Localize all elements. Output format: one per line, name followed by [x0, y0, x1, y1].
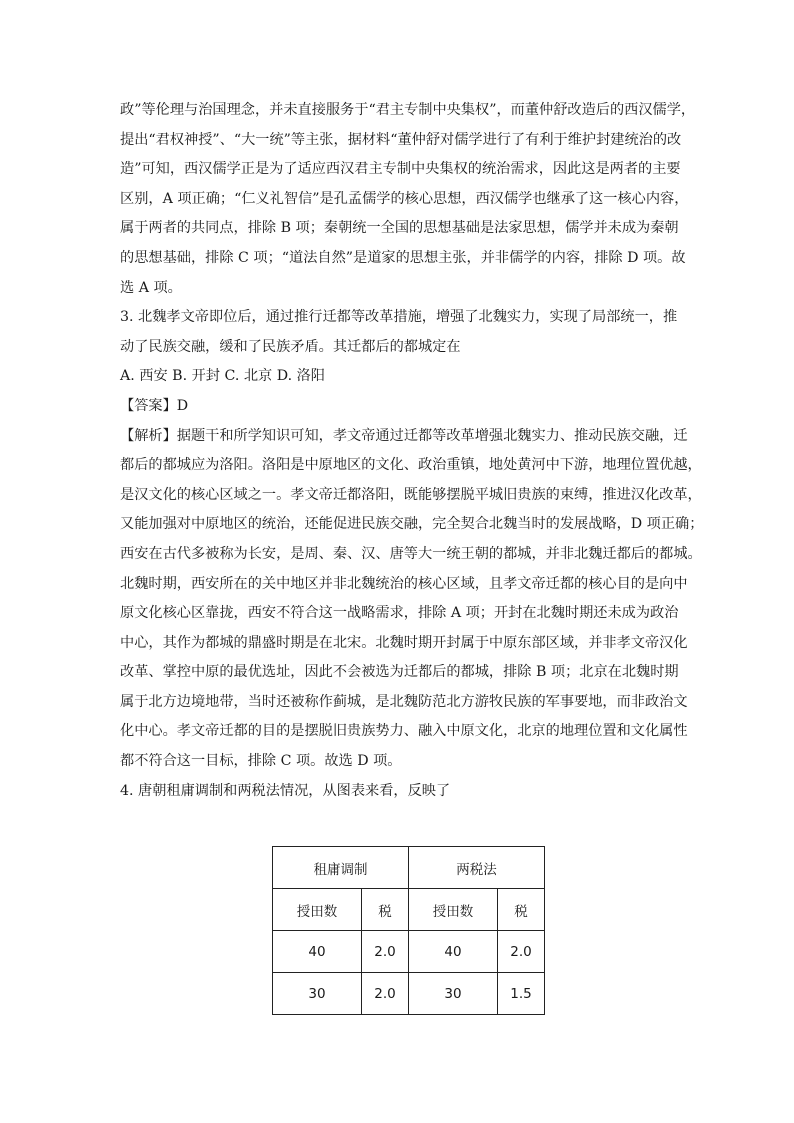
- text-line: 动了民族交融，缓和了民族矛盾。其迁都后的都城定在: [120, 338, 461, 355]
- table-cell: 2.0: [362, 973, 409, 1015]
- text-line: 中心，其作为都城的鼎盛时期是在北宋。北魏时期开封属于中原东部区域，并非孝文帝汉化: [120, 634, 688, 651]
- text-line: 属于北方边境地带，当时还被称作蓟城，是北魏防范北方游牧民族的军事要地，而非政治文: [120, 693, 688, 710]
- subheader-tax-1: 税: [362, 889, 409, 931]
- text-line: 属于两者的共同点，排除 B 项；秦朝统一全国的思想基础是法家思想，儒学并未成为秦朝: [120, 220, 679, 237]
- table-group-header-row: [273, 847, 545, 889]
- text-line: 区别，A 项正确；“仁义礼智信”是孔孟儒学的核心思想，西汉儒学也继承了这一核心内容，: [120, 190, 689, 207]
- text-line: 是汉文化的核心区域之一。孝文帝迁都洛阳，既能够摆脱平城旧贵族的束缚，推进汉化改革，: [120, 486, 702, 503]
- subheader-land-1: 授田数: [273, 889, 362, 931]
- text-line: 又能加强对中原地区的统治，还能促进民族交融，完全契合北魏当时的发展战略，D 项正确；: [120, 516, 704, 533]
- document-body: [120, 96, 704, 806]
- tax-comparison-table: [272, 846, 545, 1015]
- text-line: 4. 唐朝租庸调制和两税法情况，从图表来看，反映了: [120, 782, 451, 799]
- text-line: 化中心。孝文帝迁都的目的是摆脱旧贵族势力、融入中原文化，北京的地理位置和文化属性: [120, 723, 688, 740]
- table-cell: 1.5: [498, 973, 545, 1015]
- text-line: 西安在古代多被称为长安，是周、秦、汉、唐等大一统王朝的都城，并非北魏迁都后的都城。: [120, 545, 702, 562]
- table-cell: 40: [409, 931, 498, 973]
- text-line: 造”可知，西汉儒学正是为了适应西汉君主专制中央集权的统治需求，因此这是两者的主要: [120, 161, 681, 178]
- text-line: 【解析】据题干和所学知识可知，孝文帝通过迁都等改革增强北魏实力、推动民族交融，迁: [120, 427, 688, 444]
- table-cell: 30: [409, 973, 498, 1015]
- table-cell: 2.0: [498, 931, 545, 973]
- table-subheader-row: [273, 889, 545, 931]
- text-line: 3. 北魏孝文帝即位后，通过推行迁都等改革措施，增强了北魏实力，实现了局部统一，推: [120, 309, 678, 326]
- table-row: [273, 931, 545, 973]
- text-line: 【答案】D: [120, 397, 189, 414]
- table-cell: 40: [273, 931, 362, 973]
- text-line: 北魏时期，西安所在的关中地区并非北魏统治的核心区域，且孝文帝迁都的核心目的是向中: [120, 575, 688, 592]
- group-header-zuyongdiao: 租庸调制: [273, 847, 409, 889]
- text-line: 改革、掌控中原的最优选址，因此不会被选为迁都后的都城，排除 B 项；北京在北魏时期: [120, 664, 679, 681]
- group-header-liangshuifa: 两税法: [409, 847, 545, 889]
- text-line: A. 西安 B. 开封 C. 北京 D. 洛阳: [120, 368, 325, 385]
- text-line: 原文化核心区靠拢，西安不符合这一战略需求，排除 A 项；开封在北魏时期还未成为政治: [120, 605, 679, 622]
- subheader-tax-2: 税: [498, 889, 545, 931]
- text-line: 提出“君权神授”、“大一统”等主张，据材料“董仲舒对儒学进行了有利于维护封建统治的改: [120, 131, 682, 148]
- subheader-land-2: 授田数: [409, 889, 498, 931]
- text-line: 政”等伦理与治国理念，并未直接服务于“君主专制中央集权”，而董仲舒改造后的西汉儒学，: [120, 102, 696, 118]
- table-row: [273, 973, 545, 1015]
- tax-comparison-table-container: [272, 846, 545, 1015]
- text-line: 都后的都城应为洛阳。洛阳是中原地区的文化、政治重镇，地处黄河中下游，地理位置优越，: [120, 457, 702, 474]
- text-line: 都不符合这一目标，排除 C 项。故选 D 项。: [120, 753, 402, 770]
- table-cell: 30: [273, 973, 362, 1015]
- table-cell: 2.0: [362, 931, 409, 973]
- text-line: 选 A 项。: [120, 279, 182, 296]
- text-line: 的思想基础，排除 C 项；“道法自然”是道家的思想主张，并非儒学的内容，排除 D 项。故: [120, 249, 686, 266]
